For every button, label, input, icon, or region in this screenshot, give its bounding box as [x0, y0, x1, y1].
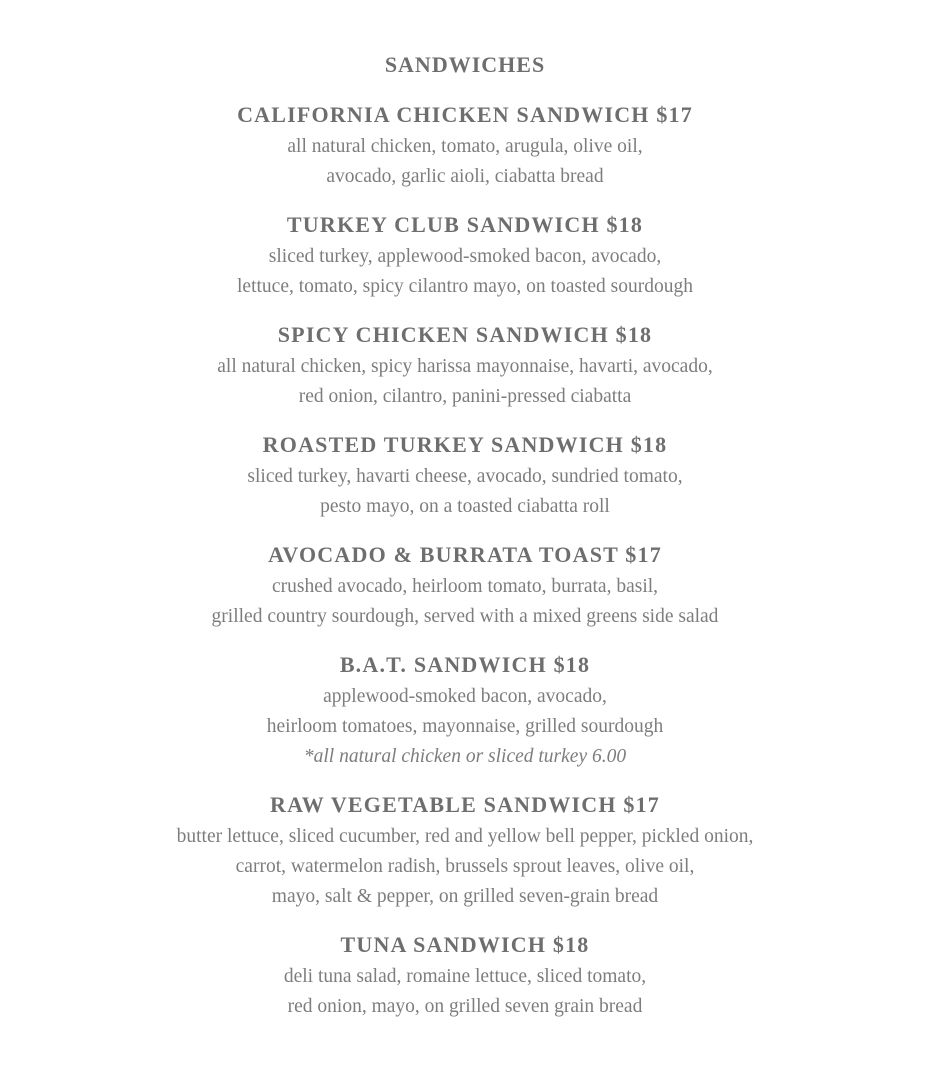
item-description-line: lettuce, tomato, spicy cilantro mayo, on toasted sourdough	[237, 276, 693, 297]
item-description-line: applewood-smoked bacon, avocado,	[323, 686, 607, 707]
menu-item-tuna-sandwich	[0, 932, 930, 1022]
item-name: SPICY CHICKEN SANDWICH $18	[277, 322, 653, 347]
item-description-line: red onion, mayo, on grilled seven grain bread	[287, 996, 643, 1017]
menu-item-avocado-burrata-toast	[0, 542, 930, 632]
item-description-line: avocado, garlic aioli, ciabatta bread	[326, 166, 604, 187]
item-description-line: red onion, cilantro, panini-pressed ciabatta	[298, 386, 632, 407]
item-name: CALIFORNIA CHICKEN SANDWICH $17	[237, 102, 693, 127]
menu-item-raw-vegetable	[0, 792, 930, 912]
item-description-line: all natural chicken, tomato, arugula, olive oil,	[287, 136, 643, 157]
item-name: B.A.T. SANDWICH $18	[339, 652, 591, 677]
menu-item-roasted-turkey	[0, 432, 930, 522]
item-description-line: mayo, salt & pepper, on grilled seven-grain bread	[271, 886, 659, 907]
item-description-line: grilled country sourdough, served with a mixed greens side salad	[211, 606, 719, 627]
item-description-line: heirloom tomatoes, mayonnaise, grilled sourdough	[266, 716, 664, 737]
menu-item-california-chicken	[0, 102, 930, 192]
section-title: SANDWICHES	[384, 52, 546, 77]
menu-item-turkey-club	[0, 212, 930, 302]
item-description-line: crushed avocado, heirloom tomato, burrata, basil,	[271, 576, 659, 597]
item-name: RAW VEGETABLE SANDWICH $17	[270, 792, 660, 817]
item-description-line: deli tuna salad, romaine lettuce, sliced tomato,	[283, 966, 647, 987]
item-description-line: all natural chicken, spicy harissa mayonnaise, havarti, avocado,	[217, 356, 713, 377]
item-name: TURKEY CLUB SANDWICH $18	[286, 212, 644, 237]
item-description-line: sliced turkey, havarti cheese, avocado, sundried tomato,	[247, 466, 683, 487]
item-description-line: sliced turkey, applewood-smoked bacon, avocado,	[268, 246, 662, 267]
item-description-line: butter lettuce, sliced cucumber, red and yellow bell pepper, pickled onion,	[176, 826, 754, 847]
menu-item-spicy-chicken	[0, 322, 930, 412]
item-name: ROASTED TURKEY SANDWICH $18	[262, 432, 668, 457]
item-description-line: carrot, watermelon radish, brussels sprout leaves, olive oil,	[235, 856, 695, 877]
item-description-line: pesto mayo, on a toasted ciabatta roll	[320, 496, 610, 517]
menu-item-bat-sandwich	[0, 652, 930, 772]
item-name: AVOCADO & BURRATA TOAST $17	[268, 542, 662, 567]
item-name: TUNA SANDWICH $18	[340, 932, 590, 957]
item-add-on-note: *all natural chicken or sliced turkey 6.00	[303, 746, 627, 767]
